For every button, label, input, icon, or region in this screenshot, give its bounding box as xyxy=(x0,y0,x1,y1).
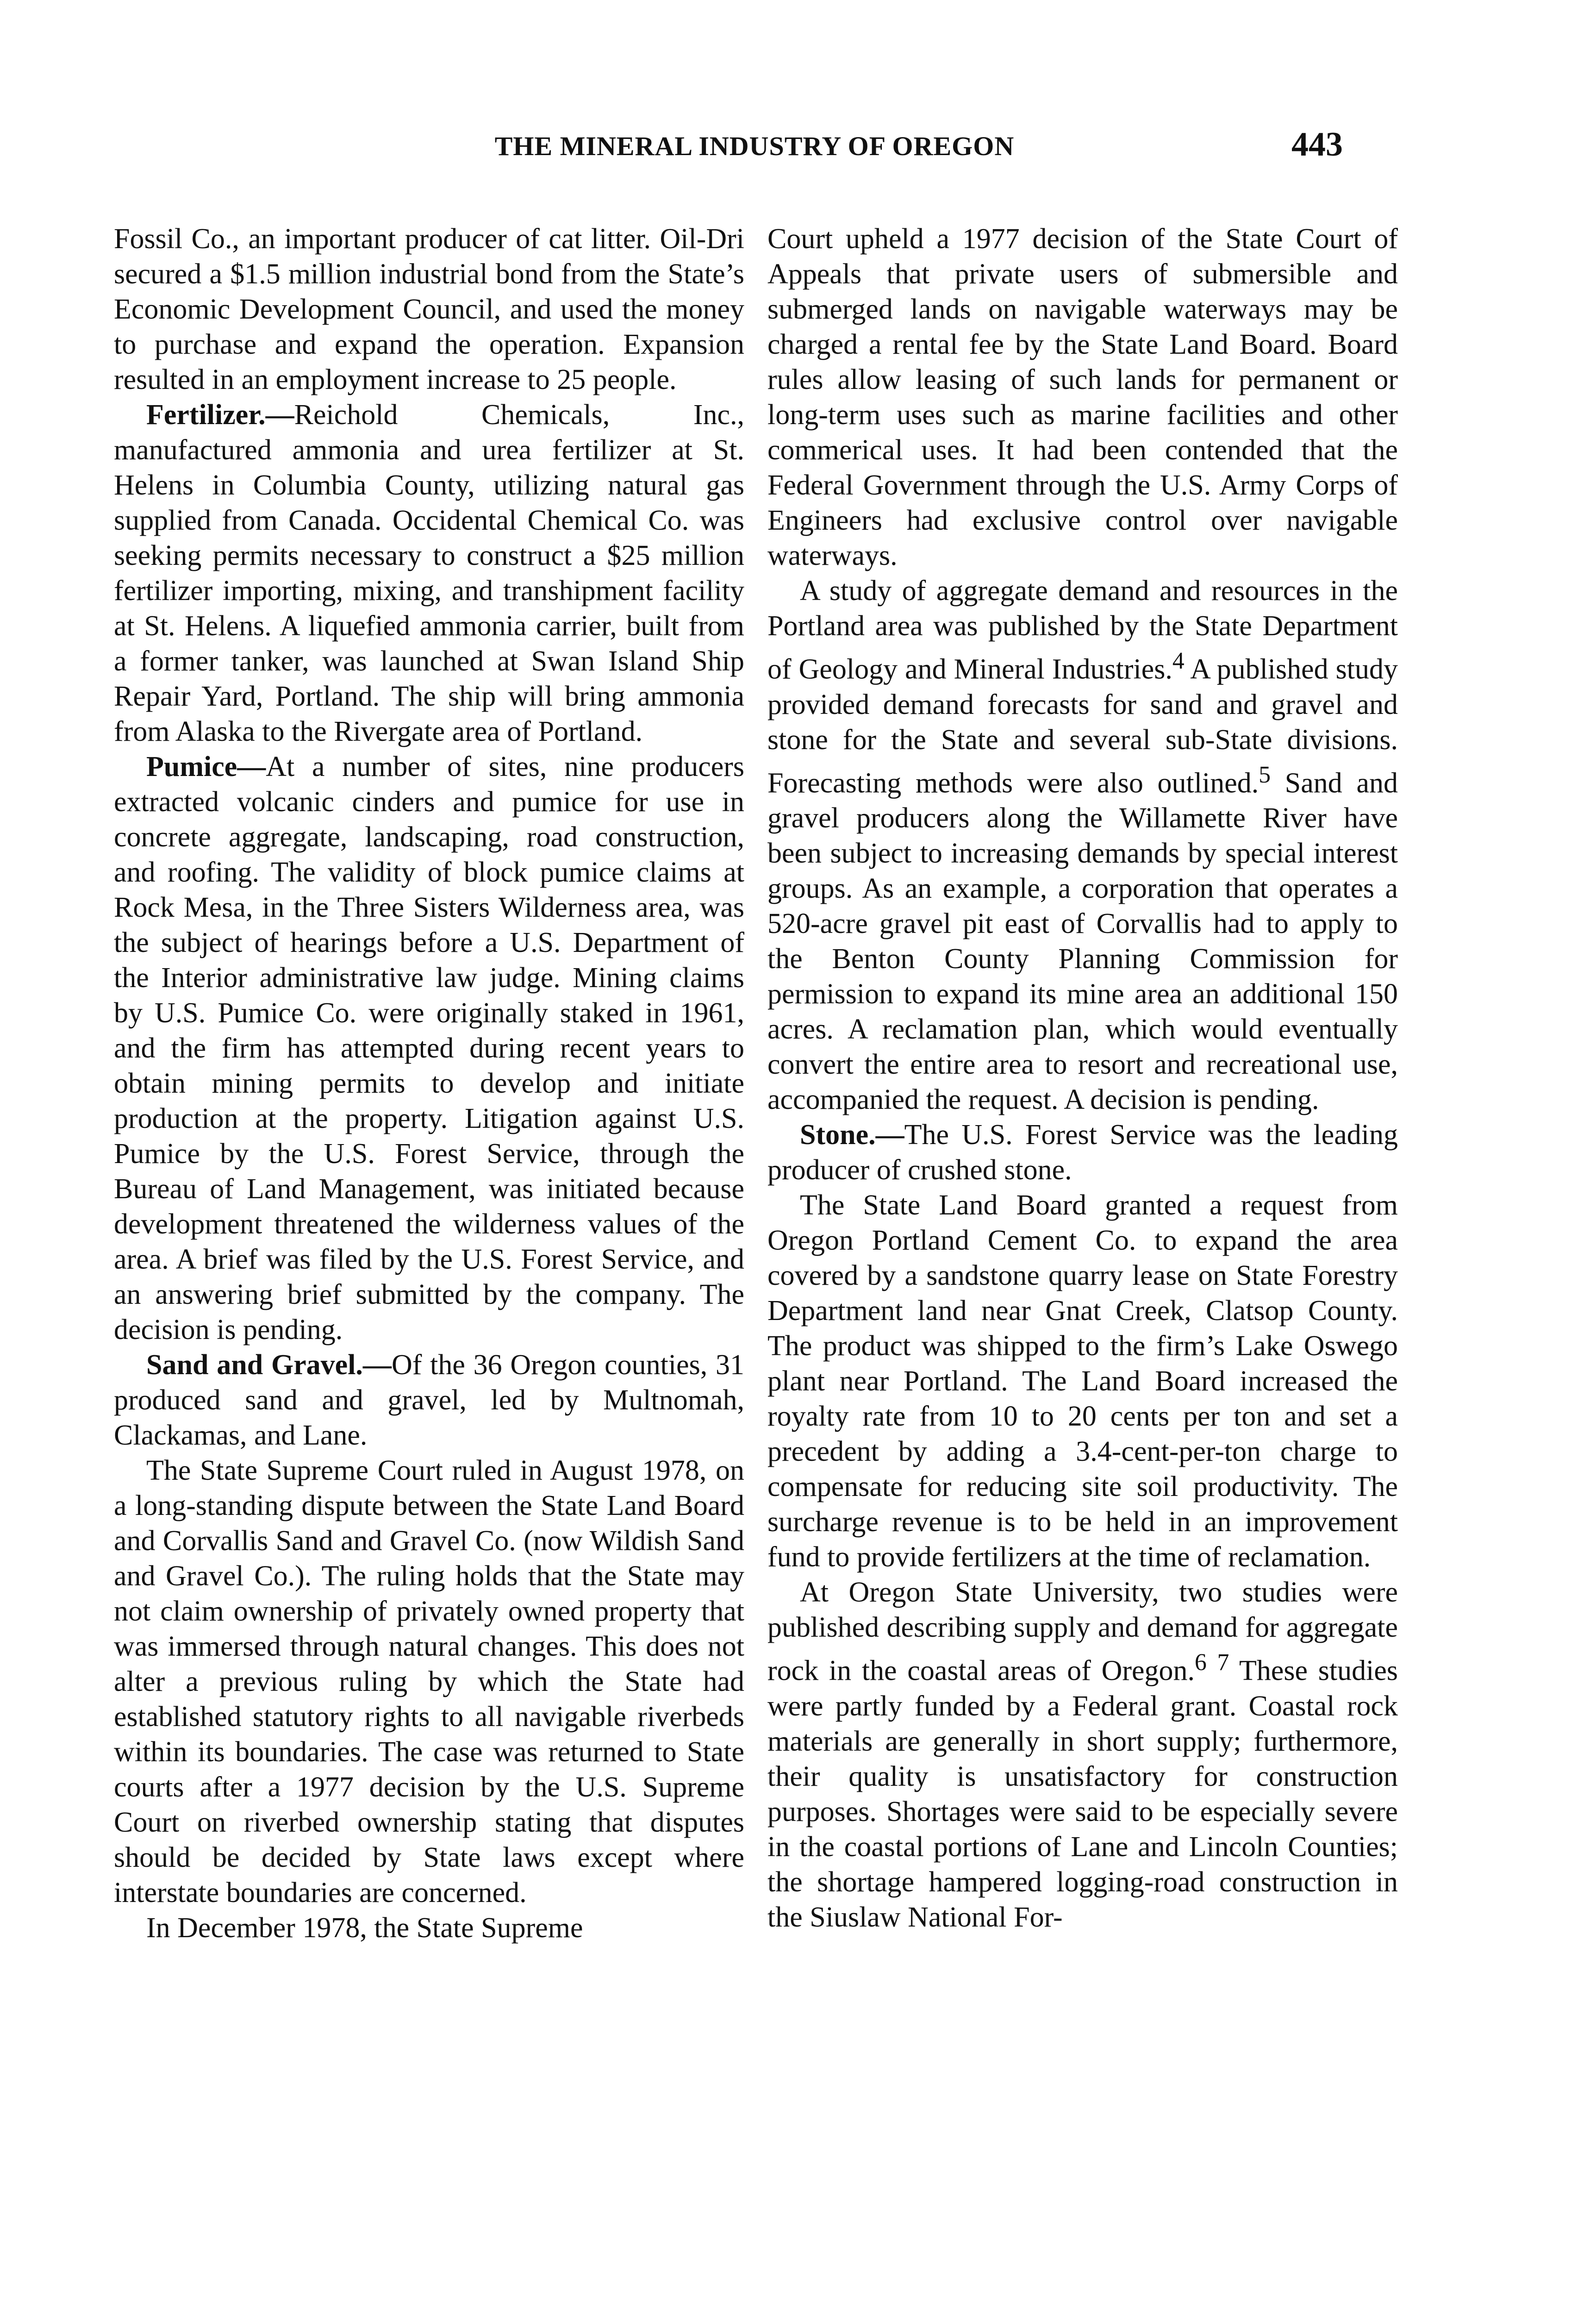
footnote-ref: 7 xyxy=(1217,1649,1229,1676)
paragraph-sand-gravel xyxy=(114,1347,744,1453)
right-column xyxy=(767,221,1398,1935)
paragraph-text: Of the 36 Oregon counties, 31 produced sand and gravel, led by Multnomah, Clackamas, and Lane. xyxy=(114,1349,744,1451)
paragraph-aggregate-study xyxy=(767,573,1398,1117)
paragraph-text: A study of aggregate demand and resources in the Portland area was published by the State Department of Geology and Mineral Industries. xyxy=(767,575,1398,685)
footnote-ref: 5 xyxy=(1259,761,1271,788)
paragraph: The State Supreme Court ruled in August 1978, on a long-standing dispute between the State Land Board and Corvallis Sand and Gravel Co. (now Wildish Sand and Gravel Co.). The ruling holds that the State may not claim ownership of privately owned property that was immersed through natural changes. This does not alter a previous ruling by which the State had established statutory rights to all navigable riverbeds within its boundaries. The case was returned to State courts after a 1977 decision by the U.S. Supreme Court on riverbed ownership stating that disputes should be decided by State laws except where interstate boundaries are concerned. xyxy=(114,1455,744,1908)
section-heading-fertilizer: Fertilizer.— xyxy=(146,399,294,431)
paragraph: Court upheld a 1977 decision of the State Court of Appeals that private users of submersible and submerged lands on navigable waterways may be charged a rental fee by the State Land Board. Board rules allow leasing of such lands for permanent or long-term uses such as marine facilities and other commerical uses. It had been contended that the Federal Government through the U.S. Army Corps of Engineers had exclusive control over navigable waterways. xyxy=(767,223,1398,571)
paragraph-text: A published study provided demand forecasts for sand and gravel and stone for the State and several sub-State divisions. Forecasting methods were also outlined. xyxy=(767,653,1398,799)
paragraph-text: The U.S. Forest Service was the leading producer of crushed stone. xyxy=(767,1119,1398,1186)
paragraph-fertilizer xyxy=(114,397,744,749)
running-title: THE MINERAL INDUSTRY OF OREGON xyxy=(494,131,1015,161)
paragraph-pumice xyxy=(114,749,744,1347)
paragraph-text: Sand and gravel producers along the Willamette River have been subject to increasing demands by special interest groups. As an example, a corporation that operates a 520-acre gravel pit east of Corvallis had to apply to the Benton County Planning Commission for permission to expand its mine area an additional 150 acres. A reclamation plan, which would eventually convert the entire area to resort and recreational use, accompanied the request. A decision is pending. xyxy=(767,767,1398,1116)
paragraph-stone xyxy=(767,1117,1398,1188)
section-heading-stone: Stone.— xyxy=(800,1119,904,1151)
paragraph-text: At a number of sites, nine producers extracted volcanic cinders and pumice for use in concrete aggregate, landscaping, road construction, and roofing. The validity of block pumice claims at Rock Mesa, in the Three Sisters Wilderness area, was the subject of hearings before a U.S. Department of the Interior administrative law judge. Mining claims by U.S. Pumice Co. were originally staked in 1961, and the firm has attempted during recent years to obtain mining permits to develop and initiate production at the property. Litigation against U.S. Pumice by the U.S. Forest Service, through the Bureau of Land Management, was initiated because development threatened the wilderness values of the area. A brief was filed by the U.S. Forest Service, and an answering brief submitted by the company. The decision is pending. xyxy=(114,751,744,1345)
page-number: 443 xyxy=(1291,125,1343,163)
footnote-ref: 4 xyxy=(1172,648,1185,674)
left-column xyxy=(114,221,744,1946)
paragraph-text: At Oregon State University, two studies were published describing supply and demand for aggregate rock in the coastal areas of Oregon. xyxy=(767,1577,1398,1687)
paragraph-text: These studies were partly funded by a Federal grant. Coastal rock materials are generally in short supply; furthermore, their quality is unsatisfactory for construction purposes. Shortages were said to be especially severe in the coastal portions of Lane and Lincoln Counties; the shortage hampered logging-road construction in the Siuslaw National For- xyxy=(767,1655,1398,1933)
paragraph: In December 1978, the State Supreme xyxy=(146,1912,583,1944)
paragraph-text: Reichold Chemicals, Inc., manufactured ammonia and urea fertilizer at St. Helens in Columbia County, utilizing natural gas supplied from Canada. Occidental Chemical Co. was seeking permits necessary to construct a $25 million fertilizer importing, mixing, and transhipment facility at St. Helens. A liquefied ammonia carrier, built from a former tanker, was launched at Swan Island Ship Repair Yard, Portland. The ship will bring ammonia from Alaska to the Rivergate area of Portland. xyxy=(114,399,744,747)
section-heading-pumice: Pumice— xyxy=(146,751,266,782)
paragraph: The State Land Board granted a request from Oregon Portland Cement Co. to expand the area covered by a sandstone quarry lease on State Forestry Department land near Gnat Creek, Clatsop County. The product was shipped to the firm’s Lake Oswego plant near Portland. The Land Board increased the royalty rate from 10 to 20 cents per ton and set a precedent by adding a 3.4-cent-per-ton charge to compensate for reducing site soil productivity. The surcharge revenue is to be held in an improvement fund to provide fertilizers at the time of reclamation. xyxy=(767,1189,1398,1573)
paragraph-osu-studies xyxy=(767,1575,1398,1935)
paragraph: Fossil Co., an important producer of cat litter. Oil-Dri secured a $1.5 million industrial bond from the State’s Economic Development Council, and used the money to purchase and expand the operation. Expansion resulted in an employment increase to 25 people. xyxy=(114,223,744,395)
section-heading-sand-gravel: Sand and Gravel.— xyxy=(146,1349,392,1381)
footnote-ref: 6 xyxy=(1195,1649,1207,1676)
